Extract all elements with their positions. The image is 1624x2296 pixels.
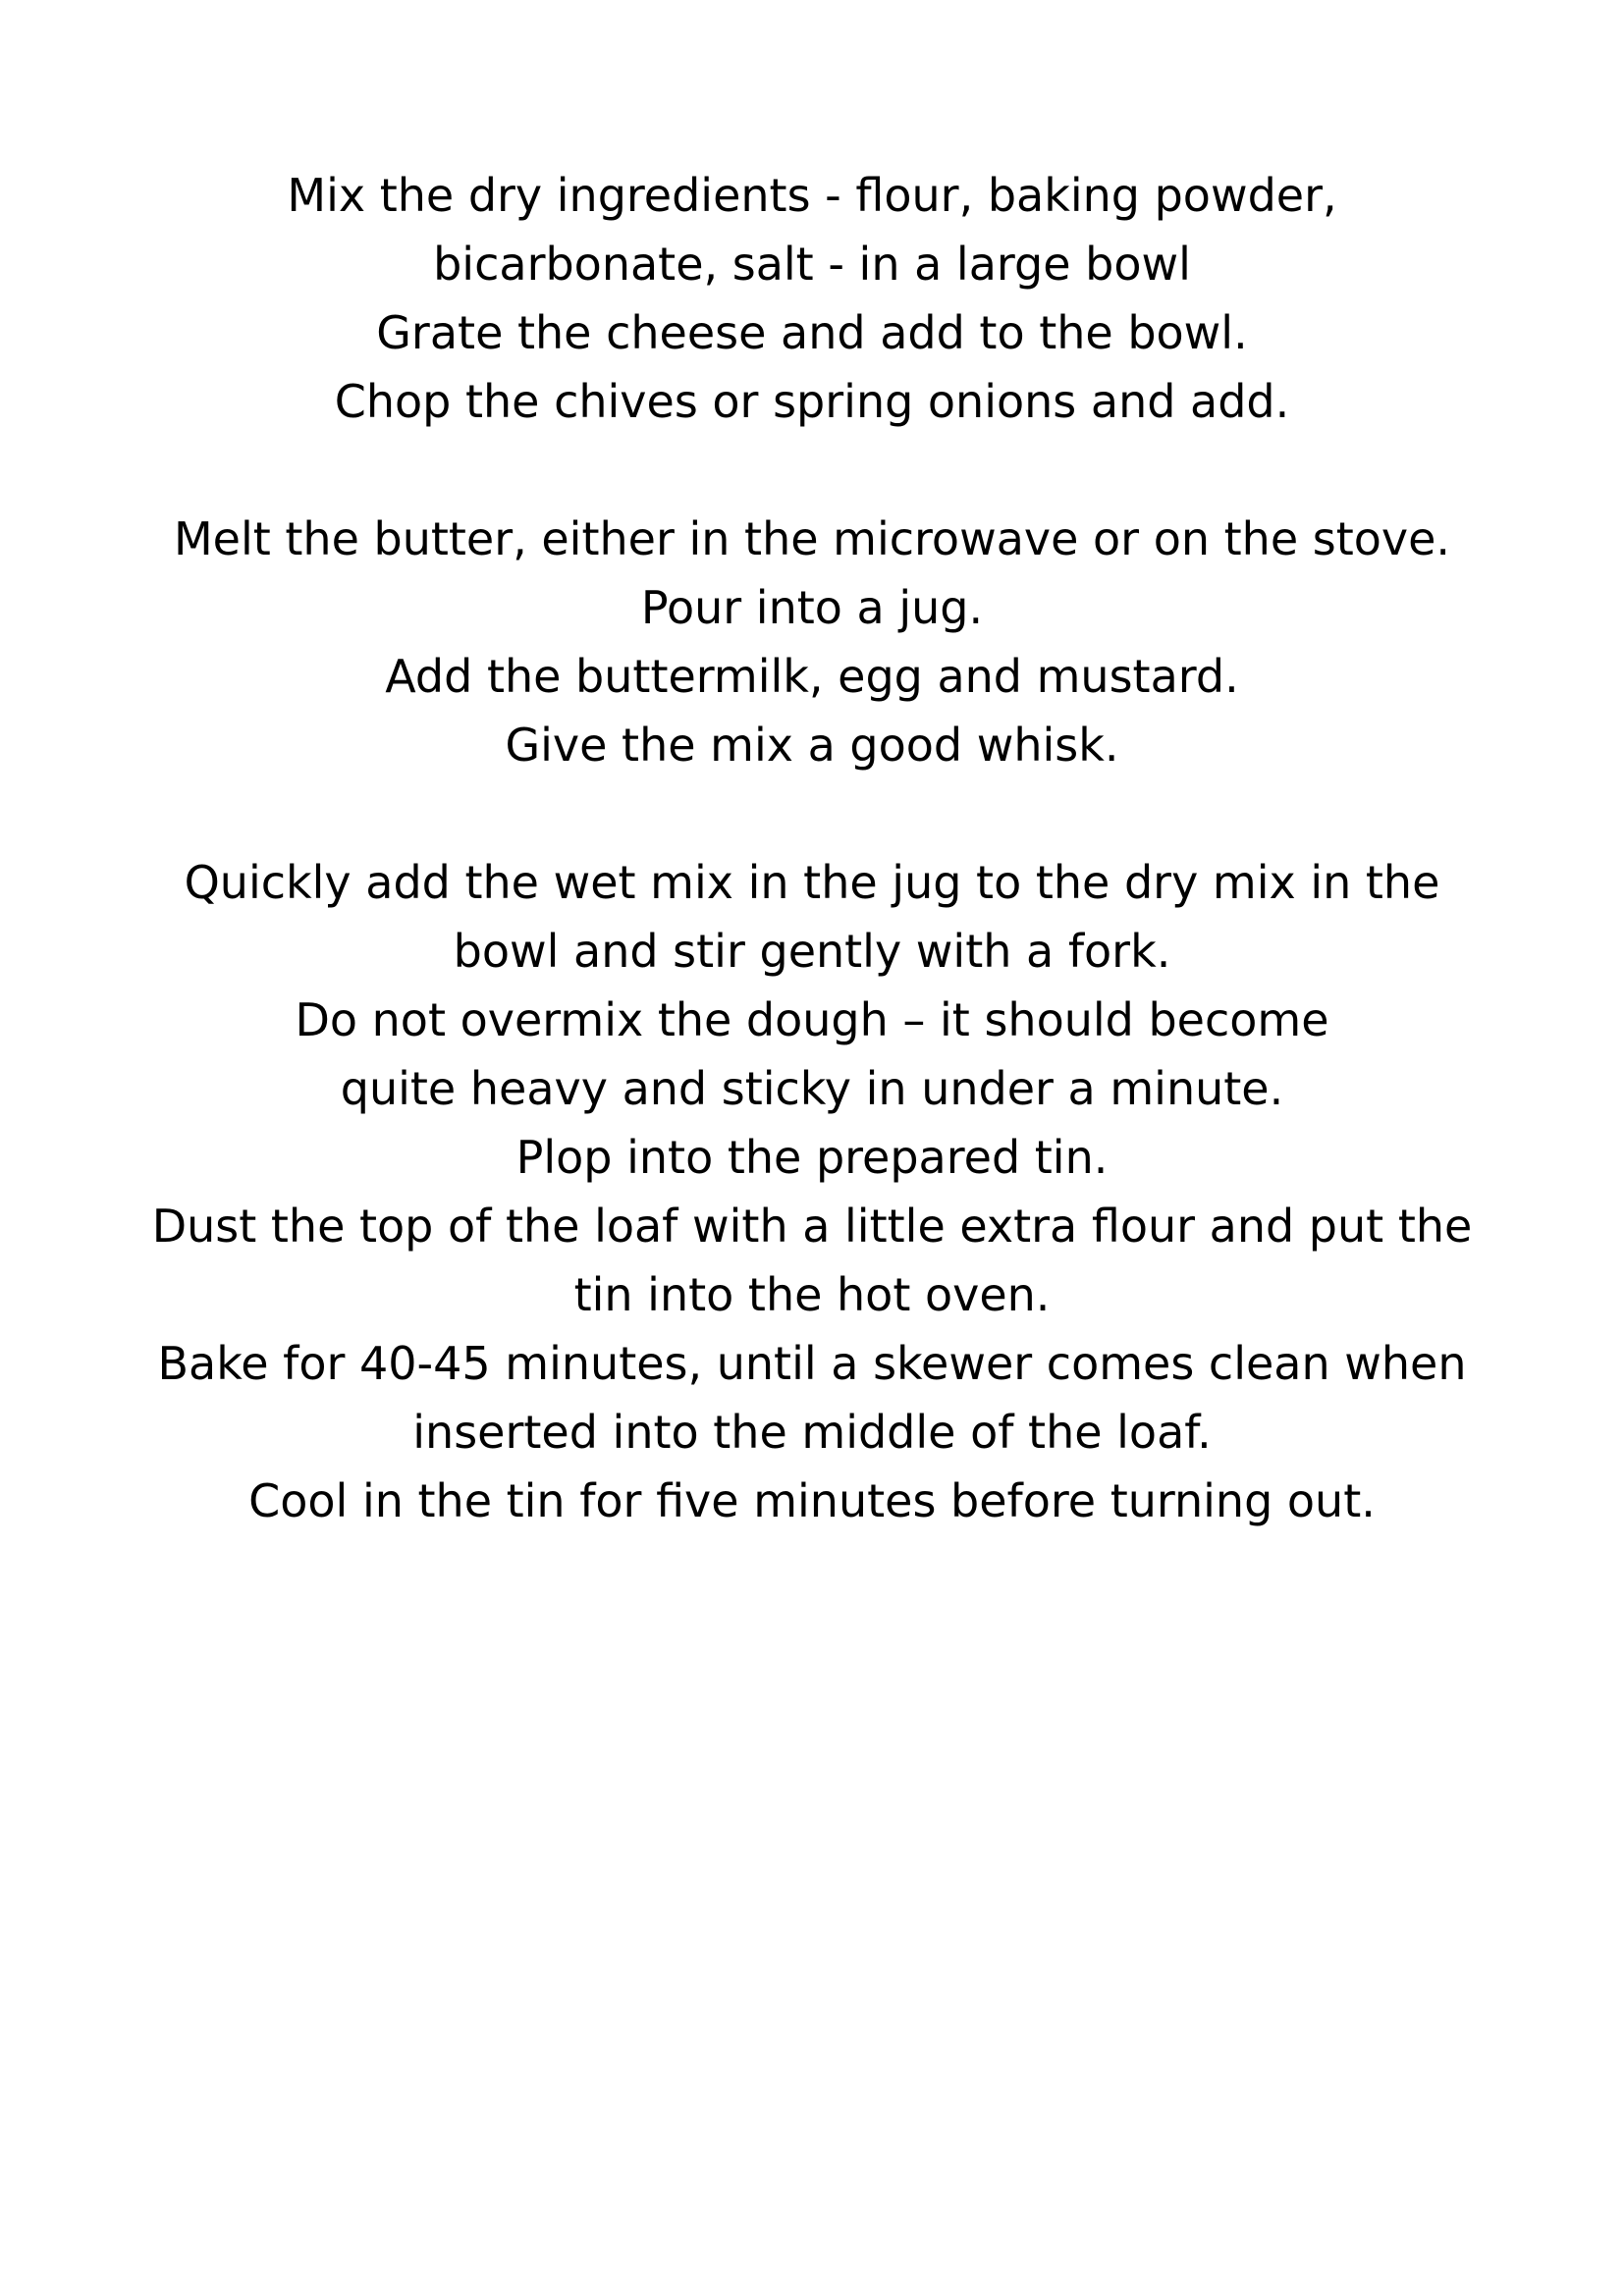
text-line: Dust the top of the loaf with a little extra flour and put the [151, 1200, 1473, 1253]
text-line: tin into the hot oven. [573, 1268, 1051, 1321]
text-line: Mix the dry ingredients - flour, baking powder, [287, 169, 1337, 222]
text-line: bicarbonate, salt - in a large bowl [433, 238, 1191, 291]
text-line: inserted into the middle of the loaf. [412, 1406, 1212, 1459]
text-line: Add the buttermilk, egg and mustard. [385, 650, 1239, 703]
text-line: Grate the cheese and add to the bowl. [376, 306, 1248, 359]
text-line: quite heavy and sticky in under a minute. [340, 1062, 1284, 1115]
paragraph-combine-and-bake [0, 848, 1624, 1535]
text-line: Plop into the prepared tin. [515, 1131, 1109, 1184]
text-line: Do not overmix the dough – it should become [295, 993, 1329, 1046]
text-line: Chop the chives or spring onions and add. [334, 375, 1290, 428]
text-line: Give the mix a good whisk. [505, 719, 1119, 772]
text-line: Melt the butter, either in the microwave or on the stove. [173, 512, 1451, 565]
recipe-method [0, 161, 1624, 1535]
text-line: Cool in the tin for five minutes before turning out. [248, 1474, 1376, 1527]
paragraph-wet-ingredients [0, 505, 1624, 779]
text-line: Pour into a jug. [640, 581, 984, 634]
paragraph-dry-ingredients [0, 161, 1624, 436]
text-line: bowl and stir gently with a fork. [453, 925, 1171, 978]
text-line: Bake for 40-45 minutes, until a skewer comes clean when [157, 1337, 1467, 1390]
text-line: Quickly add the wet mix in the jug to the dry mix in the [184, 856, 1440, 909]
